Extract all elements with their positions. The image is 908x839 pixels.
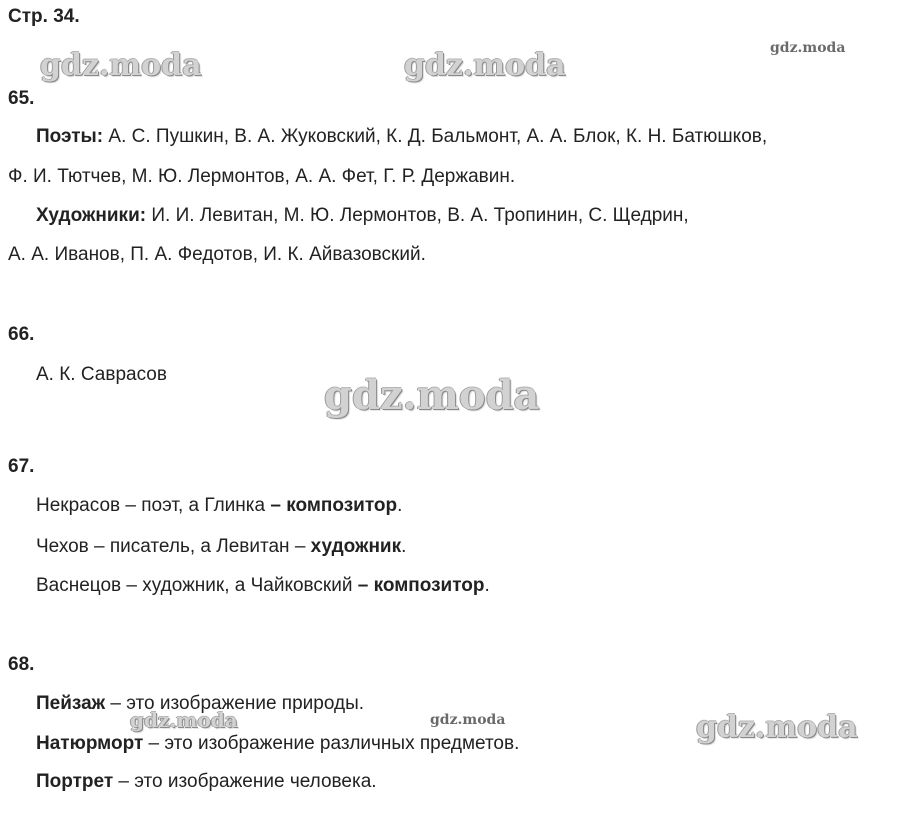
exercise-number: 65. [8, 88, 35, 109]
answer-text: Васнецов – художник, а Чайковский [36, 575, 358, 596]
answer-line [36, 495, 402, 517]
answer-end: . [484, 575, 490, 596]
exercise-number: 66. [8, 324, 35, 345]
answer-text: Чехов – писатель, а Левитан – [36, 536, 311, 557]
answer-bold: – композитор [357, 575, 485, 596]
definition-text: – это изображение различных предметов. [143, 733, 520, 754]
watermark-logo: gdz.moda [324, 372, 540, 419]
artists-line-2: А. А. Иванов, П. А. Федотов, И. К. Айвазовский. [8, 244, 426, 265]
poets-text: А. С. Пушкин, В. А. Жуковский, К. Д. Бальмонт, А. А. Блок, К. Н. Батюшков, [103, 126, 768, 147]
poets-line-1 [36, 126, 767, 148]
definition-line [36, 733, 519, 755]
answer-bold: художник [310, 536, 402, 557]
exercise-number: 68. [8, 654, 35, 675]
answer-end: . [401, 536, 407, 557]
watermark-logo: gdz.moda [40, 48, 202, 83]
definition-term: Натюрморт [36, 733, 144, 754]
poets-label: Поэты: [36, 126, 104, 147]
definition-text: – это изображение человека. [113, 771, 377, 792]
artists-line-1 [36, 205, 689, 227]
poets-line-2: Ф. И. Тютчев, М. Ю. Лермонтов, А. А. Фет, Г. Р. Державин. [8, 166, 516, 187]
answer-end: . [397, 495, 403, 516]
artists-text: И. И. Левитан, М. Ю. Лермонтов, В. А. Тропинин, С. Щедрин, [146, 205, 689, 226]
answer-text: А. К. Саврасов [36, 364, 167, 385]
definition-line [36, 693, 364, 715]
watermark-logo: gdz.moda [696, 710, 858, 745]
answer-line [36, 575, 490, 597]
artists-label: Художники: [36, 205, 147, 226]
watermark-logo: gdz.moda [770, 40, 846, 56]
definition-term: Портрет [36, 771, 114, 792]
watermark-logo: gdz.moda [130, 708, 238, 732]
definition-text: – это изображение природы. [105, 693, 365, 714]
answer-bold: – композитор [270, 495, 398, 516]
definition-line [36, 771, 377, 793]
exercise-number: 67. [8, 456, 35, 477]
watermark-logo: gdz.moda [404, 48, 566, 83]
page-label: Стр. 34. [8, 6, 80, 27]
answer-text: Некрасов – поэт, а Глинка [36, 495, 271, 516]
definition-term: Пейзаж [36, 693, 106, 714]
watermark-logo: gdz.moda [430, 712, 506, 728]
answer-line [36, 536, 406, 558]
